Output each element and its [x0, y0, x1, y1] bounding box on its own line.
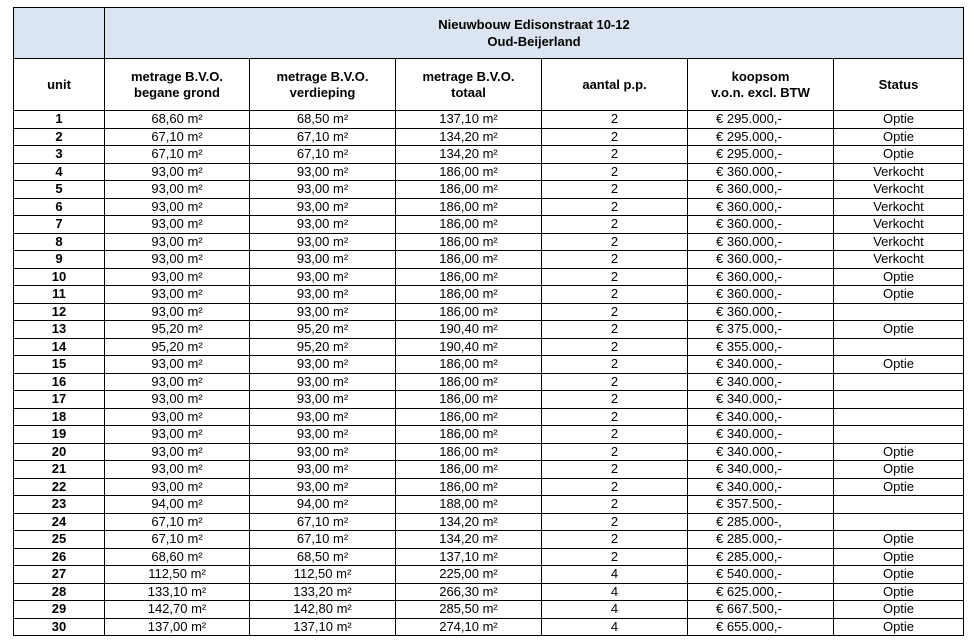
table-row	[14, 513, 964, 531]
bvo-total-cell: 186,00 m²	[396, 268, 542, 286]
unit-cell: 22	[14, 478, 105, 496]
persons-cell: 2	[542, 356, 688, 374]
bvo-total-cell: 274,10 m²	[396, 618, 542, 636]
unit-cell: 13	[14, 321, 105, 339]
bvo-total-cell: 186,00 m²	[396, 461, 542, 479]
table-row	[14, 356, 964, 374]
persons-cell: 2	[542, 303, 688, 321]
bvo-upper-cell: 95,20 m²	[250, 321, 396, 339]
table-row	[14, 146, 964, 164]
unit-cell: 4	[14, 163, 105, 181]
bvo-ground-cell: 67,10 m²	[105, 513, 250, 531]
bvo-upper-cell: 93,00 m²	[250, 356, 396, 374]
bvo-upper-cell: 93,00 m²	[250, 373, 396, 391]
table-row	[14, 163, 964, 181]
bvo-upper-cell: 93,00 m²	[250, 426, 396, 444]
bvo-ground-cell: 67,10 m²	[105, 531, 250, 549]
unit-cell: 24	[14, 513, 105, 531]
bvo-ground-cell: 112,50 m²	[105, 566, 250, 584]
bvo-ground-cell: 67,10 m²	[105, 128, 250, 146]
price-cell: € 340.000,-	[688, 408, 834, 426]
unit-cell: 8	[14, 233, 105, 251]
unit-cell: 9	[14, 251, 105, 269]
price-header-line1: koopsom	[731, 68, 790, 84]
persons-cell: 4	[542, 618, 688, 636]
bvo-upper-cell: 93,00 m²	[250, 216, 396, 234]
unit-cell: 21	[14, 461, 105, 479]
persons-cell: 2	[542, 426, 688, 444]
persons-cell: 2	[542, 128, 688, 146]
price-cell: € 340.000,-	[688, 426, 834, 444]
unit-cell: 18	[14, 408, 105, 426]
bvo-total-cell: 266,30 m²	[396, 583, 542, 601]
status-cell	[834, 391, 964, 409]
bvo-total-cell: 137,10 m²	[396, 548, 542, 566]
unit-cell: 3	[14, 146, 105, 164]
persons-cell: 2	[542, 461, 688, 479]
unit-cell: 19	[14, 426, 105, 444]
bvo-upper-cell: 94,00 m²	[250, 496, 396, 514]
status-cell: Optie	[834, 583, 964, 601]
unit-cell: 11	[14, 286, 105, 304]
table-row	[14, 373, 964, 391]
table-row	[14, 531, 964, 549]
price-cell: € 360.000,-	[688, 233, 834, 251]
price-header	[688, 59, 834, 111]
unit-cell: 2	[14, 128, 105, 146]
unit-header-line1: unit	[47, 76, 71, 92]
bvo-total-cell: 186,00 m²	[396, 286, 542, 304]
title-corner-cell	[14, 8, 105, 59]
status-cell	[834, 513, 964, 531]
status-cell	[834, 303, 964, 321]
bvo-total-cell: 186,00 m²	[396, 198, 542, 216]
unit-cell: 26	[14, 548, 105, 566]
price-cell: € 340.000,-	[688, 391, 834, 409]
persons-cell: 2	[542, 111, 688, 129]
status-cell: Optie	[834, 566, 964, 584]
persons-cell: 2	[542, 513, 688, 531]
bvo-ground-cell: 93,00 m²	[105, 268, 250, 286]
bvo-total-cell: 186,00 m²	[396, 233, 542, 251]
bvo-ground-cell: 93,00 m²	[105, 391, 250, 409]
bvo-total-cell: 134,20 m²	[396, 128, 542, 146]
bvo-total-cell: 186,00 m²	[396, 391, 542, 409]
bvo-ground-cell: 142,70 m²	[105, 601, 250, 619]
bvo-ground-cell: 68,60 m²	[105, 548, 250, 566]
bvo-ground-cell: 133,10 m²	[105, 583, 250, 601]
price-cell: € 295.000,-	[688, 146, 834, 164]
unit-cell: 30	[14, 618, 105, 636]
status-cell: Optie	[834, 111, 964, 129]
bvo-upper-cell: 68,50 m²	[250, 111, 396, 129]
table-row	[14, 321, 964, 339]
bvo-upper-cell: 93,00 m²	[250, 408, 396, 426]
bvo-upper-cell: 133,20 m²	[250, 583, 396, 601]
unit-cell: 23	[14, 496, 105, 514]
price-cell: € 285.000,-	[688, 531, 834, 549]
bvo-upper-cell: 67,10 m²	[250, 128, 396, 146]
price-cell: € 285.000,-	[688, 548, 834, 566]
status-cell: Verkocht	[834, 181, 964, 199]
table-row	[14, 233, 964, 251]
status-cell: Optie	[834, 321, 964, 339]
status-header-line1: Status	[878, 76, 919, 92]
price-cell: € 655.000,-	[688, 618, 834, 636]
persons-cell: 2	[542, 548, 688, 566]
bvo-total-cell: 186,00 m²	[396, 303, 542, 321]
bvo-upper-cell: 68,50 m²	[250, 548, 396, 566]
price-cell: € 360.000,-	[688, 303, 834, 321]
table-title	[105, 8, 964, 59]
column-header-row	[14, 59, 964, 111]
persons-cell: 2	[542, 181, 688, 199]
bvo-ground-cell: 93,00 m²	[105, 198, 250, 216]
status-cell: Optie	[834, 548, 964, 566]
persons-cell: 2	[542, 163, 688, 181]
status-cell: Optie	[834, 461, 964, 479]
price-cell: € 295.000,-	[688, 111, 834, 129]
price-cell: € 295.000,-	[688, 128, 834, 146]
bvo-upper-cell: 93,00 m²	[250, 461, 396, 479]
table-row	[14, 461, 964, 479]
bvo-upper-cell: 93,00 m²	[250, 286, 396, 304]
status-cell	[834, 426, 964, 444]
price-header-line2: v.o.n. excl. BTW	[711, 84, 810, 100]
table-row	[14, 198, 964, 216]
bvo-upper-header	[250, 59, 396, 111]
table-row	[14, 338, 964, 356]
bvo-total-cell: 186,00 m²	[396, 216, 542, 234]
bvo-ground-cell: 93,00 m²	[105, 426, 250, 444]
price-cell: € 375.000,-	[688, 321, 834, 339]
status-cell: Optie	[834, 286, 964, 304]
persons-cell: 4	[542, 601, 688, 619]
price-cell: € 360.000,-	[688, 216, 834, 234]
unit-cell: 16	[14, 373, 105, 391]
status-cell: Optie	[834, 128, 964, 146]
status-cell	[834, 496, 964, 514]
persons-cell: 2	[542, 268, 688, 286]
persons-cell: 4	[542, 566, 688, 584]
price-cell: € 340.000,-	[688, 373, 834, 391]
unit-cell: 7	[14, 216, 105, 234]
bvo-total-cell: 186,00 m²	[396, 443, 542, 461]
table-row	[14, 111, 964, 129]
status-cell: Verkocht	[834, 251, 964, 269]
status-cell: Verkocht	[834, 233, 964, 251]
table-title-line2: Oud-Beijerland	[487, 34, 581, 49]
unit-cell: 1	[14, 111, 105, 129]
table-row	[14, 478, 964, 496]
price-cell: € 340.000,-	[688, 356, 834, 374]
bvo-ground-cell: 93,00 m²	[105, 216, 250, 234]
persons-cell: 2	[542, 216, 688, 234]
bvo-upper-cell: 93,00 m²	[250, 233, 396, 251]
price-cell: € 360.000,-	[688, 286, 834, 304]
price-cell: € 340.000,-	[688, 461, 834, 479]
bvo-upper-cell: 137,10 m²	[250, 618, 396, 636]
price-cell: € 285.000-,	[688, 513, 834, 531]
price-cell: € 340.000,-	[688, 478, 834, 496]
bvo-total-header-line1: metrage B.V.O.	[422, 68, 515, 84]
unit-cell: 10	[14, 268, 105, 286]
bvo-upper-cell: 93,00 m²	[250, 268, 396, 286]
table-row	[14, 601, 964, 619]
bvo-total-header	[396, 59, 542, 111]
bvo-ground-header-line1: metrage B.V.O.	[130, 68, 223, 84]
bvo-ground-cell: 95,20 m²	[105, 321, 250, 339]
bvo-upper-cell: 93,00 m²	[250, 478, 396, 496]
bvo-ground-cell: 93,00 m²	[105, 478, 250, 496]
bvo-total-cell: 186,00 m²	[396, 408, 542, 426]
table-row	[14, 496, 964, 514]
bvo-ground-cell: 93,00 m²	[105, 408, 250, 426]
price-cell: € 355.000,-	[688, 338, 834, 356]
bvo-total-cell: 134,20 m²	[396, 146, 542, 164]
bvo-total-cell: 188,00 m²	[396, 496, 542, 514]
bvo-total-cell: 134,20 m²	[396, 531, 542, 549]
persons-cell: 2	[542, 198, 688, 216]
persons-cell: 2	[542, 321, 688, 339]
bvo-upper-cell: 93,00 m²	[250, 181, 396, 199]
bvo-ground-cell: 94,00 m²	[105, 496, 250, 514]
status-header	[834, 59, 964, 111]
persons-cell: 2	[542, 373, 688, 391]
bvo-ground-cell: 137,00 m²	[105, 618, 250, 636]
bvo-ground-cell: 68,60 m²	[105, 111, 250, 129]
persons-cell: 2	[542, 286, 688, 304]
unit-cell: 27	[14, 566, 105, 584]
title-row	[14, 8, 964, 59]
bvo-total-cell: 190,40 m²	[396, 338, 542, 356]
unit-header	[14, 59, 105, 111]
price-cell: € 357.500,-	[688, 496, 834, 514]
status-cell	[834, 408, 964, 426]
unit-cell: 25	[14, 531, 105, 549]
unit-cell: 6	[14, 198, 105, 216]
bvo-ground-cell: 93,00 m²	[105, 303, 250, 321]
persons-cell: 2	[542, 408, 688, 426]
status-cell: Optie	[834, 356, 964, 374]
price-cell: € 360.000,-	[688, 251, 834, 269]
bvo-total-cell: 225,00 m²	[396, 566, 542, 584]
status-cell: Optie	[834, 478, 964, 496]
status-cell: Optie	[834, 601, 964, 619]
price-cell: € 340.000,-	[688, 443, 834, 461]
price-cell: € 360.000,-	[688, 268, 834, 286]
table-row	[14, 583, 964, 601]
bvo-ground-cell: 93,00 m²	[105, 286, 250, 304]
table-row	[14, 618, 964, 636]
status-cell	[834, 373, 964, 391]
bvo-total-cell: 186,00 m²	[396, 251, 542, 269]
bvo-ground-cell: 95,20 m²	[105, 338, 250, 356]
bvo-upper-cell: 67,10 m²	[250, 513, 396, 531]
table-row	[14, 303, 964, 321]
status-cell: Optie	[834, 443, 964, 461]
bvo-ground-cell: 93,00 m²	[105, 251, 250, 269]
bvo-upper-header-line1: metrage B.V.O.	[276, 68, 369, 84]
unit-cell: 17	[14, 391, 105, 409]
bvo-ground-header	[105, 59, 250, 111]
bvo-ground-cell: 93,00 m²	[105, 443, 250, 461]
table-row	[14, 251, 964, 269]
unit-cell: 28	[14, 583, 105, 601]
persons-cell: 2	[542, 443, 688, 461]
bvo-ground-cell: 67,10 m²	[105, 146, 250, 164]
persons-header-line1: aantal p.p.	[582, 76, 647, 92]
bvo-upper-cell: 142,80 m²	[250, 601, 396, 619]
table-row	[14, 566, 964, 584]
bvo-total-header-line2: totaal	[451, 84, 486, 100]
bvo-total-cell: 190,40 m²	[396, 321, 542, 339]
table-body	[14, 111, 964, 636]
table-row	[14, 391, 964, 409]
bvo-total-cell: 186,00 m²	[396, 356, 542, 374]
bvo-upper-cell: 67,10 m²	[250, 146, 396, 164]
status-cell: Verkocht	[834, 216, 964, 234]
persons-cell: 2	[542, 496, 688, 514]
bvo-total-cell: 285,50 m²	[396, 601, 542, 619]
bvo-upper-cell: 95,20 m²	[250, 338, 396, 356]
status-cell: Optie	[834, 146, 964, 164]
bvo-ground-header-line2: begane grond	[134, 84, 220, 100]
bvo-ground-cell: 93,00 m²	[105, 356, 250, 374]
price-cell: € 360.000,-	[688, 198, 834, 216]
status-cell: Optie	[834, 268, 964, 286]
table-row	[14, 426, 964, 444]
bvo-total-cell: 186,00 m²	[396, 181, 542, 199]
unit-cell: 20	[14, 443, 105, 461]
status-cell: Optie	[834, 531, 964, 549]
persons-cell: 2	[542, 391, 688, 409]
price-cell: € 667.500,-	[688, 601, 834, 619]
price-cell: € 360.000,-	[688, 181, 834, 199]
bvo-ground-cell: 93,00 m²	[105, 181, 250, 199]
price-cell: € 540.000,-	[688, 566, 834, 584]
bvo-upper-cell: 93,00 m²	[250, 198, 396, 216]
persons-cell: 2	[542, 233, 688, 251]
unit-cell: 12	[14, 303, 105, 321]
bvo-upper-cell: 93,00 m²	[250, 251, 396, 269]
persons-cell: 2	[542, 531, 688, 549]
bvo-ground-cell: 93,00 m²	[105, 461, 250, 479]
table-row	[14, 548, 964, 566]
bvo-upper-cell: 93,00 m²	[250, 303, 396, 321]
status-cell: Verkocht	[834, 198, 964, 216]
persons-cell: 2	[542, 338, 688, 356]
table-row	[14, 268, 964, 286]
status-cell: Optie	[834, 618, 964, 636]
persons-cell: 4	[542, 583, 688, 601]
unit-cell: 29	[14, 601, 105, 619]
bvo-total-cell: 186,00 m²	[396, 426, 542, 444]
bvo-total-cell: 186,00 m²	[396, 163, 542, 181]
units-table	[13, 7, 964, 636]
persons-header	[542, 59, 688, 111]
bvo-ground-cell: 93,00 m²	[105, 373, 250, 391]
bvo-total-cell: 186,00 m²	[396, 478, 542, 496]
table-row	[14, 216, 964, 234]
table-row	[14, 128, 964, 146]
bvo-total-cell: 137,10 m²	[396, 111, 542, 129]
persons-cell: 2	[542, 251, 688, 269]
bvo-upper-cell: 93,00 m²	[250, 443, 396, 461]
table-title-line1: Nieuwbouw Edisonstraat 10-12	[438, 17, 630, 32]
bvo-upper-cell: 112,50 m²	[250, 566, 396, 584]
table-row	[14, 181, 964, 199]
status-cell	[834, 338, 964, 356]
unit-cell: 15	[14, 356, 105, 374]
unit-cell: 5	[14, 181, 105, 199]
bvo-total-cell: 134,20 m²	[396, 513, 542, 531]
bvo-ground-cell: 93,00 m²	[105, 163, 250, 181]
table-row	[14, 286, 964, 304]
unit-cell: 14	[14, 338, 105, 356]
status-cell: Verkocht	[834, 163, 964, 181]
price-cell: € 625.000,-	[688, 583, 834, 601]
bvo-upper-cell: 93,00 m²	[250, 163, 396, 181]
bvo-upper-cell: 67,10 m²	[250, 531, 396, 549]
bvo-upper-header-line2: verdieping	[289, 84, 356, 100]
bvo-upper-cell: 93,00 m²	[250, 391, 396, 409]
persons-cell: 2	[542, 478, 688, 496]
bvo-total-cell: 186,00 m²	[396, 373, 542, 391]
table-row	[14, 408, 964, 426]
bvo-ground-cell: 93,00 m²	[105, 233, 250, 251]
price-cell: € 360.000,-	[688, 163, 834, 181]
persons-cell: 2	[542, 146, 688, 164]
table-row	[14, 443, 964, 461]
